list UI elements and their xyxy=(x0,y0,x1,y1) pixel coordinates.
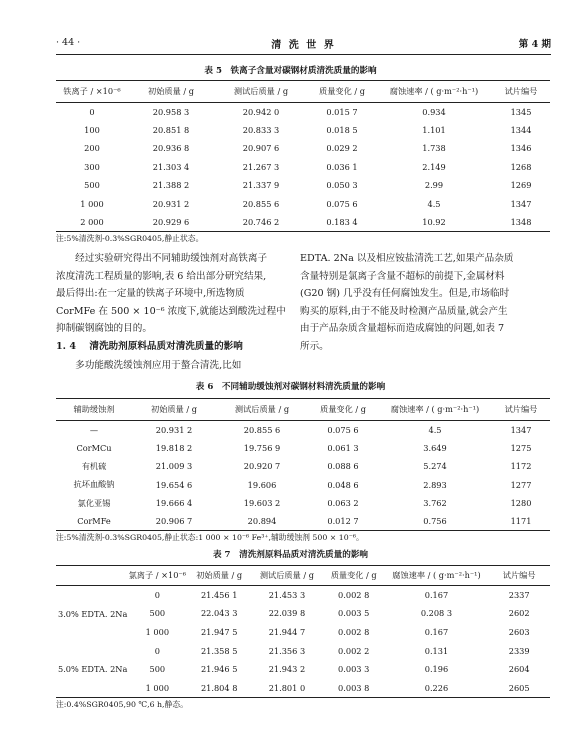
table-cell: 19.603 2 xyxy=(243,498,281,509)
paragraph-line: EDTA. 2Na 以及相应铵盐清洗工艺,如果产品杂质 xyxy=(300,253,514,264)
column-header xyxy=(56,566,127,586)
table-cell: 0.029 2 xyxy=(326,143,358,154)
table-cell: 21.456 1 xyxy=(200,590,238,601)
table-cell: 1268 xyxy=(510,161,532,172)
table-cell: 0.012 7 xyxy=(327,516,359,527)
column-header: 测试后质量 / g xyxy=(251,566,323,586)
paragraph-line: 购买的原料,由于不能及时检测产品质量,就会产生 xyxy=(300,305,508,317)
table6 xyxy=(56,398,550,531)
table-cell: 抗坏血酸钠 xyxy=(73,479,115,490)
page-number: · 44 · xyxy=(56,37,81,48)
table-cell: 21.356 3 xyxy=(268,645,306,656)
table7-caption: 表 7 清洗剂原料品质对清洗质量的影响 xyxy=(212,550,369,560)
table-cell: 0.934 xyxy=(422,106,446,117)
table-cell: 10.92 xyxy=(422,216,446,227)
table-cell: CorMCu xyxy=(76,443,112,454)
table-cell: 0.018 5 xyxy=(326,125,358,136)
table-cell: 20.851 8 xyxy=(152,125,190,136)
table-cell: 3.649 xyxy=(423,443,447,454)
table-cell: 0.015 7 xyxy=(326,106,358,117)
paragraph-line: 由于产品杂质含量超标而造成腐蚀的问题,如表 7 xyxy=(300,323,505,335)
column-header: 辅助缓蚀剂 xyxy=(56,399,132,421)
table-cell: 1277 xyxy=(510,479,532,490)
section-heading xyxy=(56,338,243,352)
paragraph-line: CorMFe 在 500 × 10⁻⁶ 浓度下,就能达到酸洗过程中 xyxy=(56,305,286,317)
table-cell: 1347 xyxy=(510,198,532,209)
table-cell: CorMFe xyxy=(77,516,111,527)
column-header: 腐蚀速率 / ( g·m⁻²·h⁻¹) xyxy=(385,566,489,586)
table-cell: 0.131 xyxy=(424,645,449,656)
body-left-tail xyxy=(56,357,296,375)
table-cell: 0.003 8 xyxy=(338,682,370,693)
journal-title: 清 洗 世 界 xyxy=(271,40,336,51)
column-header: 初始质量 / g xyxy=(128,81,214,103)
table-cell: 1172 xyxy=(510,461,532,472)
paragraph-line: 多功能酸洗缓蚀剂应用于螯合清洗,比如 xyxy=(56,360,242,371)
table-cell: 0.036 1 xyxy=(326,161,358,172)
table-cell: 21.944 7 xyxy=(268,626,306,637)
table-cell: 1347 xyxy=(510,424,532,435)
table-cell: 0.208 3 xyxy=(420,608,453,619)
table-cell: 2.893 xyxy=(423,479,447,490)
table-cell: 21.801 0 xyxy=(268,682,306,693)
table-cell: 1 000 xyxy=(145,682,170,693)
table-cell: 0.003 5 xyxy=(338,608,370,619)
table-row xyxy=(56,586,550,605)
column-header: 初始质量 / g xyxy=(187,566,251,586)
column-header: 质量变化 / g xyxy=(308,81,376,103)
table-row xyxy=(56,604,550,623)
table-cell: 20.942 0 xyxy=(242,106,280,117)
table-cell: 19.818 2 xyxy=(155,443,193,454)
table-cell: 0.167 xyxy=(424,590,449,601)
table-cell: 0.063 2 xyxy=(327,498,359,509)
table-cell: 20.920 7 xyxy=(243,461,281,472)
table-cell: 1345 xyxy=(510,106,532,117)
table-cell: 300 xyxy=(84,161,100,172)
group-label: 3.0% EDTA. 2Na xyxy=(58,608,128,619)
table-cell: 500 xyxy=(149,664,166,675)
table-cell: 2.99 xyxy=(424,180,444,191)
table-cell: 0.050 3 xyxy=(326,180,358,191)
table-cell: 20.894 xyxy=(247,516,277,527)
table-cell: 1269 xyxy=(510,180,532,191)
table-cell: 0.075 6 xyxy=(326,198,358,209)
table-cell: 4.5 xyxy=(427,198,441,209)
table-cell: 2339 xyxy=(508,645,530,656)
table-cell: 0.002 2 xyxy=(338,645,370,656)
table-cell: 0.196 xyxy=(424,664,449,675)
table-cell: 21.388 2 xyxy=(152,180,190,191)
table-cell: 0.048 6 xyxy=(327,479,359,490)
table-cell: 21.337 9 xyxy=(242,180,280,191)
table-cell: 20.746 2 xyxy=(242,216,280,227)
table-cell: 20.906 7 xyxy=(155,516,193,527)
table-cell: 氯化亚锡 xyxy=(77,497,111,508)
table-cell: 22.043 3 xyxy=(200,608,238,619)
table-cell: 1346 xyxy=(510,143,532,154)
table-cell: 19.666 4 xyxy=(155,498,193,509)
table-cell: 2605 xyxy=(508,682,530,693)
table-cell: 20.907 6 xyxy=(242,143,280,154)
column-header: 腐蚀速率 / ( g·m⁻²·h⁻¹) xyxy=(378,399,492,421)
table-cell: 1280 xyxy=(510,498,532,509)
column-header: 测试后质量 / g xyxy=(214,81,308,103)
table-cell: 21.009 3 xyxy=(155,461,193,472)
table6-note: 注:5%清洗剂-0.3%SGR0405,静止状态:1 000 × 10⁻⁶ Fe³⁺,辅助缓蚀剂 500 × 10⁻⁶。 xyxy=(56,533,364,542)
table5-caption: 表 5 铁离子含量对碳钢材质清洗质量的影响 xyxy=(204,66,377,76)
table-cell: 19.756 9 xyxy=(243,443,281,454)
section-number: 1. 4 xyxy=(56,341,77,352)
table7 xyxy=(56,565,550,698)
column-header: 测试后质量 / g xyxy=(216,399,308,421)
table-cell: 22.039 8 xyxy=(268,608,306,619)
table-cell: 20.855 6 xyxy=(242,198,280,209)
table-row xyxy=(56,176,550,194)
table-cell: 4.5 xyxy=(428,424,442,435)
table-cell: 0.061 3 xyxy=(327,443,359,454)
table-cell: 2603 xyxy=(508,626,530,637)
table-cell: 0.226 xyxy=(424,682,449,693)
table-cell: 1171 xyxy=(510,516,532,527)
column-header: 铁离子 / ×10⁻⁶ xyxy=(56,81,128,103)
table-cell: 2.149 xyxy=(422,161,446,172)
table-row xyxy=(56,678,550,697)
table-cell: 21.267 3 xyxy=(242,161,280,172)
table-cell: 0.167 xyxy=(424,626,449,637)
column-header: 试片编号 xyxy=(488,566,550,586)
table-cell: 21.804 8 xyxy=(200,682,238,693)
paragraph-line: 所示。 xyxy=(300,340,329,352)
table-cell: 200 xyxy=(84,143,100,154)
table-cell: 2337 xyxy=(508,590,530,601)
table-cell: 0 xyxy=(89,106,95,117)
table-cell: 1275 xyxy=(510,443,532,454)
table-row xyxy=(56,439,550,457)
table-cell: 21.946 5 xyxy=(200,664,238,675)
column-header: 质量变化 / g xyxy=(323,566,385,586)
table-cell: 21.453 3 xyxy=(268,590,306,601)
table-cell: 有机硫 xyxy=(81,460,107,471)
table-row xyxy=(56,121,550,139)
table-cell: 19.654 6 xyxy=(155,479,193,490)
header-rule xyxy=(56,54,551,55)
table5-note: 注:5%清洗剂-0.3%SGR0405,静止状态。 xyxy=(56,234,204,243)
table-cell: 0.183 4 xyxy=(326,216,358,227)
table-cell: 1 000 xyxy=(80,198,104,209)
table-row xyxy=(56,158,550,176)
table-row xyxy=(56,457,550,475)
table-row xyxy=(56,103,550,121)
table-row xyxy=(56,421,550,439)
table-cell: 20.931 2 xyxy=(155,424,193,435)
table-cell: 0.002 8 xyxy=(338,590,370,601)
table7-note: 注:0.4%SGR0405,90 ℃,6 h,静态。 xyxy=(56,700,188,709)
table-cell: 1348 xyxy=(510,216,532,227)
table6-caption: 表 6 不同辅助缓蚀剂对碳钢材料清洗质量的影响 xyxy=(195,382,386,392)
table-cell: 20.833 3 xyxy=(242,125,280,136)
table-cell: 19.606 xyxy=(247,479,277,490)
table-row xyxy=(56,139,550,157)
table-cell: 0.003 3 xyxy=(338,664,370,675)
paragraph-line: 最后得出:在一定量的铁离子环境中,所选物质 xyxy=(56,288,245,300)
table-cell: 20.958 3 xyxy=(152,106,190,117)
paragraph-line: 经过实验研究得出不同辅助缓蚀剂对高铁离子 xyxy=(56,253,268,264)
table-cell: 20.931 2 xyxy=(152,198,190,209)
table-cell: 2604 xyxy=(508,664,530,675)
table-cell: 21.947 5 xyxy=(200,626,238,637)
issue-number: 第 4 期 xyxy=(518,39,551,50)
table-cell: 1.738 xyxy=(422,143,446,154)
table-cell: 20.936 8 xyxy=(152,143,190,154)
table-cell: 0 xyxy=(154,645,160,656)
column-header: 氯离子 / ×10⁻⁶ xyxy=(127,566,187,586)
paragraph-line: 抑制碳钢腐蚀的目的。 xyxy=(56,323,152,335)
table-cell: 21.303 4 xyxy=(152,161,190,172)
table-cell: 0.002 8 xyxy=(338,626,370,637)
body-right-column xyxy=(300,250,550,356)
table-cell: — xyxy=(89,424,99,435)
group-label: 5.0% EDTA. 2Na xyxy=(58,663,128,674)
paragraph-line: 含量特别是氯离子含量不超标的前提下,金属材料 xyxy=(300,270,505,282)
table-row xyxy=(56,194,550,212)
table-cell: 20.929 6 xyxy=(152,216,190,227)
table-cell: 100 xyxy=(84,125,100,136)
table-cell: 20.855 6 xyxy=(243,424,281,435)
body-left-column xyxy=(56,250,296,338)
table-cell: 1.101 xyxy=(422,125,446,136)
table-cell: 1 000 xyxy=(145,626,170,637)
column-header: 初始质量 / g xyxy=(132,399,216,421)
table-row xyxy=(56,623,550,642)
table-cell: 2 000 xyxy=(80,216,104,227)
table-row xyxy=(56,660,550,679)
table-row xyxy=(56,641,550,660)
column-header: 试片编号 xyxy=(492,399,550,421)
table-cell: 0.088 6 xyxy=(327,461,359,472)
table-cell: 21.358 5 xyxy=(200,645,238,656)
table-cell: 500 xyxy=(84,180,100,191)
table-cell: 0.075 6 xyxy=(327,424,359,435)
table-cell: 500 xyxy=(149,608,166,619)
table-row xyxy=(56,213,550,231)
paragraph-line: (G20 钢) 几乎没有任何腐蚀发生。但是,市场临时 xyxy=(300,288,510,300)
paragraph-line: 浓度清洗工程质量的影响,表 6 给出部分研究结果, xyxy=(56,270,267,282)
table-cell: 5.274 xyxy=(423,461,447,472)
running-header xyxy=(56,34,551,52)
table-cell: 3.762 xyxy=(423,498,447,509)
table-cell: 21.943 2 xyxy=(268,664,306,675)
table-row xyxy=(56,512,550,530)
table-row xyxy=(56,476,550,494)
column-header: 质量变化 / g xyxy=(308,399,378,421)
table-cell: 1344 xyxy=(510,125,532,136)
table-cell: 2602 xyxy=(508,608,530,619)
section-title: 清洗助剂原料品质对清洗质量的影响 xyxy=(89,341,243,352)
table-cell: 0 xyxy=(154,590,160,601)
column-header: 腐蚀速率 / ( g·m⁻²·h⁻¹) xyxy=(376,81,492,103)
column-header: 试片编号 xyxy=(492,81,550,103)
table5 xyxy=(56,80,550,232)
table-row xyxy=(56,494,550,512)
table-cell: 0.756 xyxy=(423,516,447,527)
